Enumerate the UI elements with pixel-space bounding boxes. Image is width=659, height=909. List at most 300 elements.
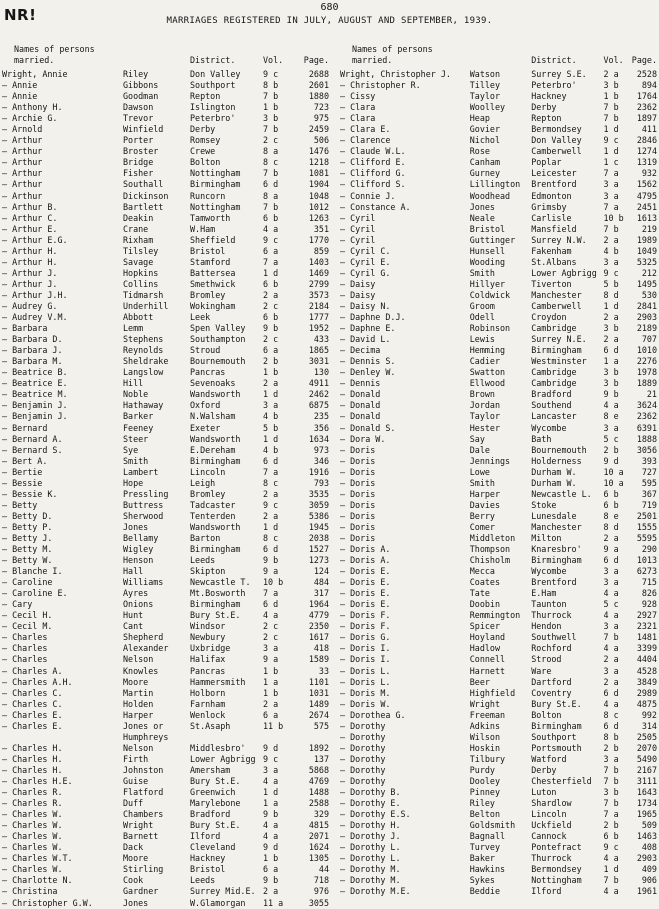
entry-spouse: Remmington [469,610,521,621]
entry-page: 137 [313,753,329,764]
entry-name: — Charlotte N. [2,875,73,886]
entry-page: 707 [641,334,657,345]
entry-name: — Clifford E. [340,157,406,168]
entry-spouse: Goodman [123,91,159,102]
register-entry-row [2,224,330,235]
entry-name: — Doris I. [340,654,391,665]
entry-spouse: Dack [123,842,144,853]
entry-spouse: Lowe [469,466,490,477]
entry-district: Crewe [190,146,216,157]
entry-vol: 6 b [263,312,279,323]
entry-vol: 4 b [263,411,279,422]
entry-page: 1481 [636,632,657,643]
register-entry-row [340,257,657,268]
entry-name: — Annie [2,91,38,102]
entry-spouse: Flatford [123,787,164,798]
entry-vol: 1 b [263,687,279,698]
entry-vol: 7 b [263,91,279,102]
entry-page: 2846 [636,135,657,146]
entry-page: 2989 [636,687,657,698]
entry-spouse: Lewis [469,334,495,345]
entry-vol: 3 b [603,80,619,91]
entry-district: Derby [531,102,557,113]
entry-district [190,732,263,743]
entry-name: — Dorothy M. [340,875,401,886]
entry-district: Stoke [531,499,557,510]
entry-name: — Arthur J. [2,278,58,289]
register-entry-row [2,732,330,743]
entry-page: 1945 [308,521,329,532]
register-entry-row [2,599,330,610]
entry-name: — Cecil M. [2,621,53,632]
entry-spouse: Tilbury [469,753,506,764]
entry-name: — Charles W. [2,842,63,853]
entry-page: 6391 [636,422,657,433]
entry-vol: 3 a [603,422,619,433]
entry-district: Durham W. [531,477,577,488]
register-entry-row [340,102,657,113]
entry-vol: 4 a [603,588,619,599]
entry-name: — Charles W.T. [2,853,73,864]
entry-page: 2903 [636,853,657,864]
entry-name: — Charles W. [2,831,63,842]
entry-spouse: Coates [469,577,501,588]
entry-name: — Doris [340,466,376,477]
entry-name [2,732,123,743]
entry-page: 2505 [636,731,657,742]
entry-district: Holderness [531,455,582,466]
entry-page: 1589 [308,654,329,665]
register-entry-row [2,632,330,643]
register-entry-row [2,411,330,422]
entry-name: — Dorothy [340,776,386,786]
register-entry-row [2,610,330,621]
entry-district: Bermondsey [531,124,582,135]
register-entry-row [340,191,657,202]
entry-name: — Clarence [340,135,391,146]
entry-district: Surrey S.E. [531,69,587,79]
entry-vol: 4 a [603,886,619,897]
entry-district: Thurrock [531,853,572,864]
entry-page: 484 [313,577,329,588]
entry-vol: 8 c [263,477,279,488]
entry-name: — Doris [340,499,376,510]
entry-name: — Dorothy [340,764,386,775]
entry-page: 44 [318,864,329,875]
register-entry-row [2,776,330,787]
register-entry-row [2,621,330,632]
entry-spouse: Bartlett [123,201,164,212]
entry-district: Southport [531,731,577,742]
entry-name: — Beatrice E. [2,378,68,389]
entry-district: Wenlock [190,709,226,720]
entry-name: — Bernard S. [2,444,63,455]
entry-district: Cambridge [531,367,577,378]
entry-name: — Barbara M. [2,356,63,367]
register-entry-row [340,787,657,798]
entry-page: 3031 [308,356,329,367]
register-entry-row [340,666,657,677]
entry-spouse: Bagnall [469,831,506,842]
entry-page: 1469 [308,267,329,278]
register-entry-row [2,721,330,732]
entry-spouse: Jones [123,521,149,532]
entry-vol: 2 c [263,300,279,311]
register-entry-row [2,445,330,456]
entry-page: 5325 [636,256,657,267]
entry-page: 1989 [636,234,657,245]
entry-district: Wandsworth [190,389,241,400]
register-entry-row [340,202,657,213]
entry-name: — Doris M. [340,687,391,698]
entry-page: 5490 [636,753,657,764]
entry-district: Bury St.E. [190,820,241,831]
entry-vol: 6 b [603,499,619,510]
register-entry-row [340,224,657,235]
entry-page: 4404 [636,654,657,665]
entry-page: 2167 [636,764,657,775]
entry-vol: 9 b [263,809,279,820]
entry-vol: 7 b [603,764,619,775]
entry-page: 5868 [308,764,329,775]
entry-page: 409 [641,864,657,875]
entry-vol: 3 a [263,643,279,654]
entry-page: 973 [313,444,329,455]
entry-district: Hackney [531,91,567,102]
entry-name: — Doris E. [340,599,391,610]
entry-vol: 2 c [263,621,279,632]
entry-page: 530 [641,289,657,300]
entry-district: Ware [531,665,552,676]
entry-page: 2841 [636,300,657,311]
entry-spouse: Hawkins [469,864,506,875]
entry-district: Sheffield [190,234,236,245]
entry-page: 3055 [308,897,329,908]
entry-page: 727 [641,466,657,477]
entry-vol: 1 d [263,267,279,278]
entry-name: — Doris W. [340,698,391,709]
entry-vol: 1 d [263,787,279,798]
entry-name: — Charles A. [2,665,63,676]
entry-vol: 2 a [263,378,279,389]
entry-name: — Donald [340,389,381,400]
entry-name: — Doris [340,510,376,521]
register-entry-row [2,312,330,323]
entry-spouse: Underhill [123,300,169,311]
register-entry-row [2,367,330,378]
entry-vol: 9 b [263,323,279,334]
register-entry-row [340,853,657,864]
entry-name: — Betty [2,499,38,510]
entry-page: 4815 [308,820,329,831]
register-entry-row [340,599,657,610]
entry-page: 2799 [308,278,329,289]
entry-vol: 2 a [603,676,619,687]
entry-spouse: Mecca [469,566,495,577]
entry-name: — Dorothy M. [340,864,401,875]
entry-name: — Arthur J. [2,267,58,278]
entry-district: Bromley [190,488,226,499]
entry-page: 393 [641,455,657,466]
entry-name: — Dennis S. [340,356,396,367]
entry-spouse: Trevor [123,113,154,124]
entry-vol: 11 a [263,897,284,908]
entry-vol: 4 a [263,831,279,842]
entry-district: Lunesdale [531,510,577,521]
entry-vol: 7 a [263,256,279,267]
register-entry-row [340,688,657,699]
entry-name: — Dorothy L. [340,853,401,864]
register-entry-row [340,809,657,820]
entry-page: 2189 [636,323,657,334]
entry-vol: 9 a [263,654,279,665]
entry-spouse: Hoyland [469,632,506,643]
entry-page: 1488 [308,787,329,798]
entry-district: Croydon [531,312,567,323]
entry-spouse: Hillyer [469,278,506,289]
entry-page: 2674 [308,709,329,720]
register-entry-row [2,202,330,213]
entry-name: — Doris [340,455,376,466]
entry-name: — Constance A. [340,201,411,212]
entry-name: — Betty P. [2,521,53,532]
register-entry-row [340,334,657,345]
register-entry-row [2,400,330,411]
entry-vol: 7 a [263,588,279,599]
entry-district: Lancaster [531,411,577,422]
page-title: MARRIAGES REGISTERED IN JULY, AUGUST AND SEPTEMBER, 1939. [166,16,493,26]
entry-district: Chesterfield [531,776,592,786]
entry-district: Mansfield [531,223,577,234]
entry-vol: 3 a [603,256,619,267]
entry-spouse: Gardner [123,886,159,897]
entry-district: Windsor [190,621,226,632]
entry-district: Watford [531,753,567,764]
entry-name: — Bessie [2,477,43,488]
entry-name: — Dorothy L. [340,842,401,853]
entry-page: 4769 [308,776,329,786]
entry-vol: 3 b [603,323,619,334]
register-entry-row [340,500,657,511]
entry-page: 1964 [308,599,329,610]
header-page: Page. [631,55,657,65]
entry-vol: 2 c [263,632,279,643]
entry-spouse: Turvey [469,842,501,853]
entry-district: Don Valley [531,135,582,146]
entry-page: 6875 [308,400,329,411]
entry-vol: 1 d [603,124,619,135]
entry-name: — Daisy N. [340,300,391,311]
register-entry-row [2,478,330,489]
register-entry-row [2,809,330,820]
entry-vol: 2 a [263,488,279,499]
entry-name: — Doris A. [340,555,391,566]
entry-district: Oxford [190,400,221,411]
entry-spouse: Sykes [469,875,495,886]
entry-district: Cleveland [190,842,236,853]
entry-district: Newcastle T. [190,577,251,588]
entry-page: 1013 [636,555,657,566]
entry-page: 2362 [636,411,657,422]
entry-spouse: Hall [123,566,144,577]
register-entry-row [340,544,657,555]
entry-spouse: Nelson [123,742,154,753]
entry-vol: 1 b [263,367,279,378]
entry-vol: 4 a [603,610,619,621]
register-entry-row [2,191,330,202]
register-entry-row [340,69,657,80]
entry-page: 1476 [308,146,329,157]
entry-page: 314 [641,720,657,731]
entry-spouse: Crane [123,223,149,234]
entry-district: Tiverton [531,278,572,289]
entry-district: Surrey N.W. [531,234,587,245]
entry-district: Manchester [531,289,582,300]
entry-page: 2070 [636,742,657,753]
entry-name: — Christopher R. [340,80,421,91]
entry-page: 329 [313,809,329,820]
entry-spouse: Baker [469,853,495,864]
entry-district: Knaresbro' [531,544,582,555]
entry-district: Wycombe [531,566,567,577]
entry-district: Hackney [190,853,226,864]
entry-name: — Charles E. [2,709,63,720]
register-stamp: NR! [4,6,37,24]
entry-page: 906 [641,875,657,886]
entry-district: Dartford [531,676,572,687]
entry-vol: 8 b [603,731,619,742]
register-entry-row [340,533,657,544]
entry-district: Wokingham [190,300,236,311]
entry-spouse: Collins [123,278,159,289]
entry-spouse: Connell [469,654,506,665]
entry-spouse: Lillington [469,179,521,190]
entry-spouse: Dawson [123,102,154,113]
entry-page: 2528 [636,69,657,79]
entry-spouse: Jones [469,201,495,212]
entry-district: Poplar [531,157,562,168]
entry-vol: 4 a [603,643,619,654]
entry-vol: 11 b [263,720,284,731]
entry-district: St.Asaph [190,720,231,731]
entry-page: 235 [313,411,329,422]
entry-page: 826 [641,588,657,599]
entry-vol: 9 c [603,267,619,278]
entry-vol: 10 b [263,577,284,588]
register-entry-row [2,842,330,853]
entry-spouse: Wilson [469,731,501,742]
entry-name: — Charles W. [2,820,63,831]
entry-vol: 2 a [603,334,619,345]
entry-spouse: Bridge [123,157,154,168]
entry-name: — Dorothy [340,720,386,731]
entry-district: Derby [190,124,216,135]
entry-spouse: Hopkins [123,267,159,278]
entry-vol: 2 a [603,69,619,79]
entry-vol: 6 d [263,455,279,466]
entry-name: — Archie G. [2,113,58,124]
entry-vol: 2 a [603,654,619,665]
entry-district: Leicester [531,168,577,179]
entry-name: — Charles C. [2,687,63,698]
entry-vol: 3 a [603,577,619,588]
entry-page: 1916 [308,466,329,477]
entry-name: — Dorothea G. [340,709,406,720]
entry-vol: 1 b [263,102,279,113]
entry-name: — Arthur H. [2,256,58,267]
entry-page: 506 [313,135,329,146]
entry-spouse: Porter [123,135,154,146]
entry-district: Newbury [190,632,226,643]
entry-page: 1305 [308,853,329,864]
entry-name: — Charles [2,643,48,654]
entry-name: — David L. [340,334,391,345]
entry-name: Wright, Christopher J. [340,69,451,79]
entry-spouse: Bellamy [123,532,159,543]
entry-district: Southend [531,400,572,411]
entry-district: Strood [531,654,562,665]
entry-district: Birmingham [190,455,241,466]
register-entry-row [2,456,330,467]
register-entry-row [340,411,657,422]
entry-vol: 7 b [263,124,279,135]
entry-name: — Bernard A. [2,433,63,444]
entry-spouse: Bristol [469,223,506,234]
entry-name: — Daisy [340,278,376,289]
entry-vol: 7 b [603,102,619,113]
entry-spouse: Pinney [469,787,501,798]
register-entry-row [340,765,657,776]
entry-vol: 6 d [263,544,279,555]
entry-page: 2588 [308,798,329,809]
entry-district: Thurrock [531,610,572,621]
entry-name: — Cissy [340,91,376,102]
entry-district: St.Albans [531,256,577,267]
entry-name: — Arthur [2,146,43,157]
entry-page: 1319 [636,157,657,168]
entry-vol: 9 a [603,544,619,555]
entry-page: 1880 [308,91,329,102]
register-entry-row [340,312,657,323]
entry-spouse: Hoskin [469,742,501,753]
entry-name: — Arnold [2,124,43,135]
entry-spouse: Tilley [469,80,501,91]
entry-vol: 9 c [263,753,279,764]
entry-vol: 8 e [603,510,619,521]
entry-spouse: Dooley [469,776,501,786]
entry-spouse: Gibbons [123,80,159,91]
entry-vol: 3 a [603,179,619,190]
entry-page: 928 [641,599,657,610]
register-entry-row [2,588,330,599]
entry-vol: 1 d [263,521,279,532]
entry-district: Skipton [190,566,226,577]
register-entry-row [340,456,657,467]
entry-name: — Dorothy M.E. [340,886,411,897]
entry-vol: 6 a [263,709,279,720]
entry-name: — Doris A. [340,544,391,555]
entry-spouse: Odell [469,312,495,323]
entry-page: 1904 [308,179,329,190]
entry-spouse: Langslow [123,367,164,378]
header-district: District. [190,55,236,65]
register-entry-row [2,235,330,246]
entry-page: 2362 [636,102,657,113]
register-entry-row [2,688,330,699]
entry-district: Birmingham [531,555,582,566]
entry-name: — Cyril C. [340,245,391,256]
entry-page: 2321 [636,621,657,632]
